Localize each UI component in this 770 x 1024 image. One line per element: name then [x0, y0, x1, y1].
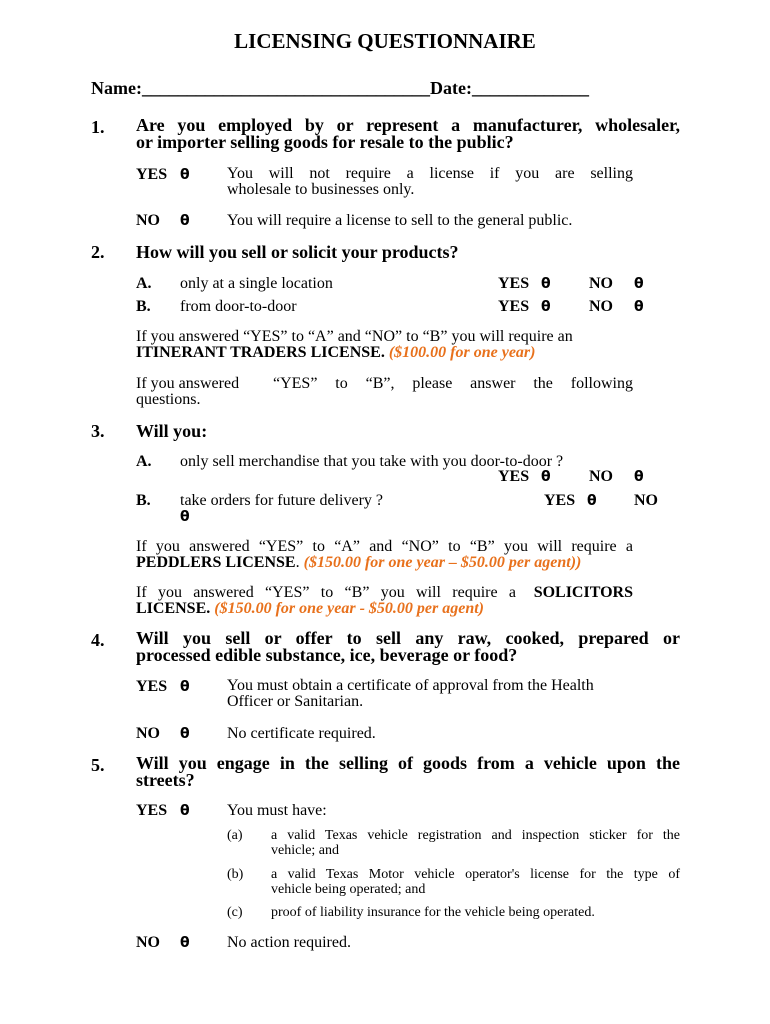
q5-item-b-text: [271, 867, 680, 897]
q4-question-line1: Will you sell or offer to sell any raw, cooked, prepared or: [136, 628, 680, 648]
q3-b-no-checkbox-icon[interactable]: θ: [180, 509, 190, 525]
q5-item-a-text: [271, 828, 680, 858]
q3-note2-line1: If you answered “YES” to “B” you will require a: [136, 584, 516, 601]
q2-b-no-label: NO: [589, 298, 613, 315]
q3-b-label: B.: [136, 492, 151, 509]
q3-b-text: take orders for future delivery ?: [180, 492, 384, 509]
q1-yes-checkbox-icon[interactable]: θ: [180, 167, 190, 183]
solicitors-license-fee: ($150.00 for one year - $50.00 per agent): [214, 600, 484, 617]
name-date-line: [91, 78, 589, 99]
q2-number: 2.: [91, 242, 105, 262]
q3-a-label: A.: [136, 453, 152, 470]
q2-note2: [136, 376, 633, 408]
q3-note1-line1: If you answered “YES” to “A” and “NO” to “B” you will require a: [136, 538, 633, 555]
q5-item-b-label: (b): [227, 867, 244, 882]
q4-yes-checkbox-icon[interactable]: θ: [180, 679, 190, 695]
page-title: LICENSING QUESTIONNAIRE: [234, 29, 536, 53]
q5-question-line2: streets?: [136, 770, 195, 790]
q2-b-text: from door-to-door: [180, 298, 297, 315]
q3-a-no-label: NO: [589, 468, 613, 485]
q4-question-line2: processed edible substance, ice, beverage or food?: [136, 645, 518, 665]
name-field[interactable]: ________________________________: [141, 78, 430, 98]
q5-number: 5.: [91, 755, 105, 775]
q2-a-no-checkbox-icon[interactable]: θ: [634, 276, 644, 292]
q2-a-no-label: NO: [589, 275, 613, 292]
q3-note1: [136, 539, 633, 571]
q5-no-checkbox-icon[interactable]: θ: [180, 935, 190, 951]
q5-question: [136, 755, 680, 789]
q4-yes-label: YES: [136, 678, 168, 695]
q3-b-yes-checkbox-icon[interactable]: θ: [587, 493, 597, 509]
q1-number: 1.: [91, 117, 105, 137]
q3-note2: [136, 585, 633, 617]
q4-no-label: NO: [136, 725, 160, 742]
q1-question-line1: Are you employed by or represent a manufacturer, wholesaler,: [136, 115, 680, 135]
q2-note2-line2: questions.: [136, 391, 201, 408]
q2-note1: [136, 329, 573, 361]
q5-no-text: No action required.: [227, 934, 351, 951]
q5-yes-text: You must have:: [227, 802, 327, 819]
solicitors-license-name-2: LICENSE.: [136, 600, 211, 617]
q1-yes-text: [227, 166, 633, 198]
q5-question-line1: Will you engage in the selling of goods from a vehicle upon the: [136, 753, 680, 773]
q5-item-c-label: (c): [227, 905, 243, 920]
q5-item-a-label: (a): [227, 828, 243, 843]
q5-yes-label: YES: [136, 802, 168, 819]
itinerant-license-name: ITINERANT TRADERS LICENSE.: [136, 344, 385, 361]
q4-yes-text-line1: You must obtain a certificate of approval from the Health: [227, 677, 594, 694]
q5-no-label: NO: [136, 934, 160, 951]
q3-b-yes-label: YES: [544, 492, 576, 509]
q2-b-yes-checkbox-icon[interactable]: θ: [541, 299, 551, 315]
q4-no-checkbox-icon[interactable]: θ: [180, 726, 190, 742]
q2-a-yes-label: YES: [498, 275, 530, 292]
q2-b-yes-label: YES: [498, 298, 530, 315]
q2-question: How will you sell or solicit your products?: [136, 242, 459, 262]
q1-yes-text-line1: You will not require a license if you are selling: [227, 165, 633, 182]
q1-no-checkbox-icon[interactable]: θ: [180, 213, 190, 229]
peddlers-license-dot: .: [295, 554, 300, 571]
q2-note1-line1: If you answered “YES” to “A” and “NO” to “B” you will require an: [136, 328, 573, 345]
q4-number: 4.: [91, 630, 105, 650]
q2-a-yes-checkbox-icon[interactable]: θ: [541, 276, 551, 292]
q2-a-text: only at a single location: [180, 275, 333, 292]
itinerant-license-fee: ($100.00 for one year): [388, 344, 536, 361]
date-field[interactable]: _____________: [471, 78, 589, 98]
q5-item-b-line2: vehicle being operated; and: [271, 882, 426, 897]
name-label: Name:: [91, 78, 142, 98]
q3-a-text: only sell merchandise that you take with you door-to-door ?: [180, 453, 564, 470]
q4-yes-text: [227, 678, 594, 710]
q1-yes-label: YES: [136, 166, 168, 183]
q4-yes-text-line2: Officer or Sanitarian.: [227, 693, 364, 710]
q5-item-c-text: proof of liability insurance for the vehicle being operated.: [271, 905, 595, 920]
q3-a-yes-checkbox-icon[interactable]: θ: [541, 469, 551, 485]
q3-question: Will you:: [136, 421, 208, 441]
solicitors-license-name-1: SOLICITORS: [533, 584, 633, 601]
q5-yes-checkbox-icon[interactable]: θ: [180, 803, 190, 819]
q5-item-a-line1: a valid Texas vehicle registration and inspection sticker for the: [271, 828, 680, 843]
q1-question-line2: or importer selling goods for resale to the public?: [136, 132, 514, 152]
q2-b-label: B.: [136, 298, 151, 315]
q2-a-label: A.: [136, 275, 152, 292]
q3-number: 3.: [91, 421, 105, 441]
q4-no-text: No certificate required.: [227, 725, 376, 742]
peddlers-license-fee: ($150.00 for one year – $50.00 per agent)): [303, 554, 582, 571]
date-label: Date:: [429, 78, 472, 98]
q4-question: [136, 630, 680, 664]
q2-note2-line1a: If you answered: [136, 375, 240, 392]
q2-b-no-checkbox-icon[interactable]: θ: [634, 299, 644, 315]
q1-question: [136, 117, 680, 151]
peddlers-license-name: PEDDLERS LICENSE: [136, 554, 296, 571]
q1-no-label: NO: [136, 212, 160, 229]
q5-item-a-line2: vehicle; and: [271, 843, 340, 858]
q3-b-no-label: NO: [634, 492, 658, 509]
q3-a-no-checkbox-icon[interactable]: θ: [634, 469, 644, 485]
q2-note2-line1b: “YES” to “B”, please answer the following: [273, 375, 633, 392]
q1-yes-text-line2: wholesale to businesses only.: [227, 181, 415, 198]
q1-no-text: You will require a license to sell to the general public.: [227, 212, 573, 229]
q5-item-b-line1: a valid Texas Motor vehicle operator's license for the type of: [271, 867, 680, 882]
q3-a-yes-label: YES: [498, 468, 530, 485]
